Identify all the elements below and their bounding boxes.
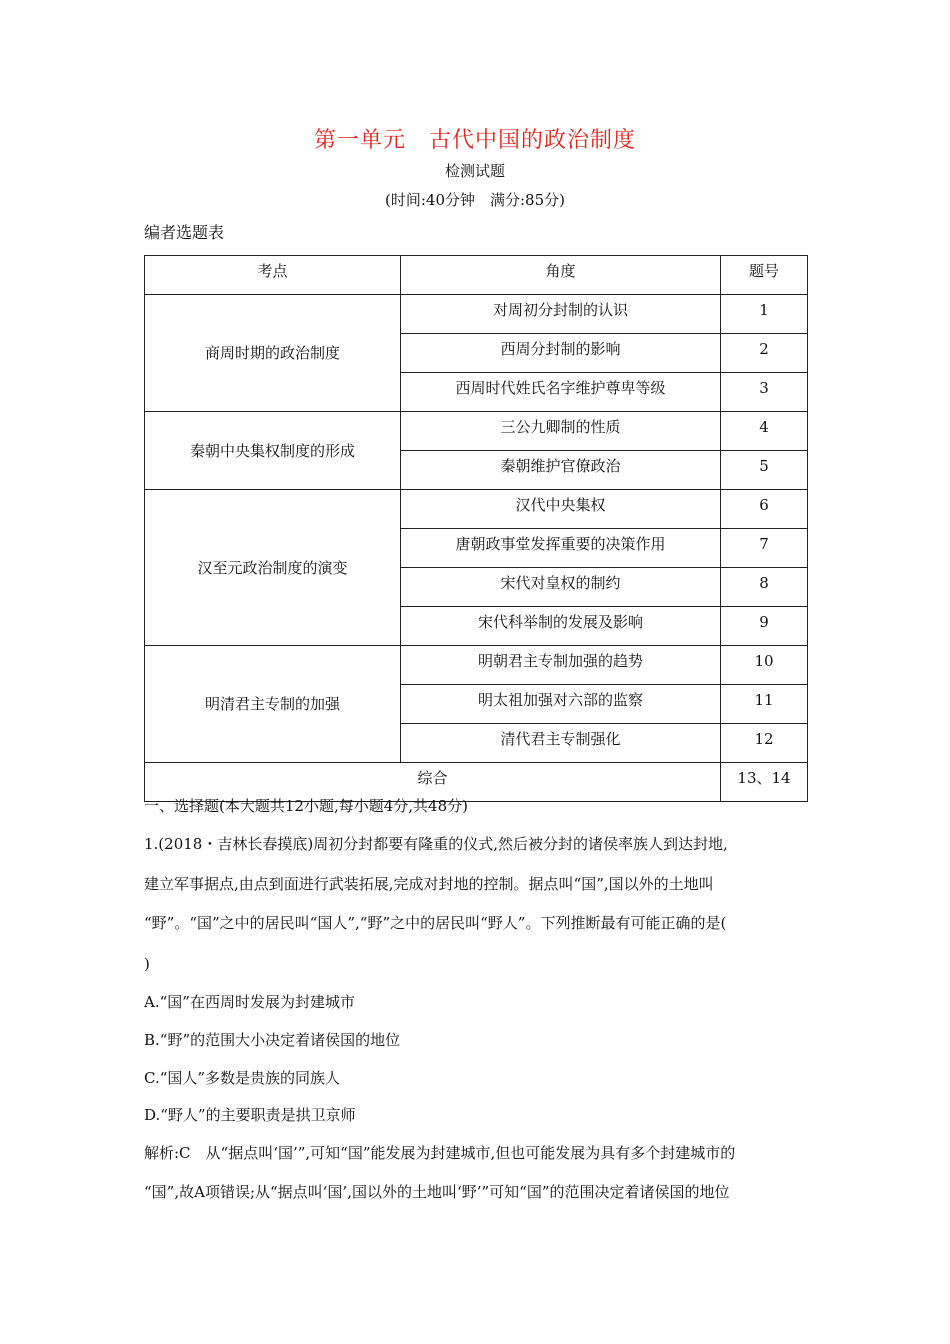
angle-cell: 清代君主专制强化 xyxy=(401,724,721,763)
angle-cell: 西周分封制的影响 xyxy=(401,334,721,373)
number-cell: 1 xyxy=(721,295,808,334)
header-number: 题号 xyxy=(721,256,808,295)
question-1-line-3: “野”。“国”之中的居民叫“国人”,“野”之中的居民叫“野人”。下列推断最有可能正确的是( xyxy=(144,914,727,932)
angle-cell: 西周时代姓氏名字维护尊卑等级 xyxy=(401,373,721,412)
angle-cell: 宋代科举制的发展及影响 xyxy=(401,607,721,646)
topic-cell: 商周时期的政治制度 xyxy=(145,295,401,412)
number-cell: 8 xyxy=(721,568,808,607)
angle-cell: 宋代对皇权的制约 xyxy=(401,568,721,607)
editor-table-label: 编者选题表 xyxy=(144,223,225,242)
header-topic: 考点 xyxy=(145,256,401,295)
question-selection-table xyxy=(144,255,808,802)
number-cell: 12 xyxy=(721,724,808,763)
table-row xyxy=(145,295,808,334)
angle-cell: 对周初分封制的认识 xyxy=(401,295,721,334)
question-1-line-4: ) xyxy=(144,955,150,973)
table-row xyxy=(145,490,808,529)
table-row xyxy=(145,412,808,451)
section-heading: 一、选择题(本大题共12小题,每小题4分,共48分) xyxy=(144,797,468,815)
option-c: C.“国人”多数是贵族的同族人 xyxy=(144,1069,341,1087)
table-header-row xyxy=(145,256,808,295)
number-cell: 4 xyxy=(721,412,808,451)
table-row xyxy=(145,646,808,685)
number-cell: 3 xyxy=(721,373,808,412)
header-angle: 角度 xyxy=(401,256,721,295)
number-cell: 9 xyxy=(721,607,808,646)
summary-label-cell: 综合 xyxy=(145,763,721,802)
number-cell: 11 xyxy=(721,685,808,724)
analysis-line-2: “国”,故A项错误;从“据点叫‘国’,国以外的土地叫‘野’”可知“国”的范围决定着诸侯国的地位 xyxy=(144,1183,730,1201)
number-cell: 6 xyxy=(721,490,808,529)
analysis-line-1: 解析:C 从“据点叫‘国’”,可知“国”能发展为封建城市,但也可能发展为具有多个封建城市的 xyxy=(144,1144,736,1162)
page-subtitle: 检测试题 xyxy=(444,162,505,180)
topic-cell: 明清君主专制的加强 xyxy=(145,646,401,763)
angle-cell: 秦朝维护官僚政治 xyxy=(401,451,721,490)
option-a: A.“国”在西周时发展为封建城市 xyxy=(144,993,355,1011)
number-cell: 5 xyxy=(721,451,808,490)
angle-cell: 汉代中央集权 xyxy=(401,490,721,529)
topic-cell: 秦朝中央集权制度的形成 xyxy=(145,412,401,490)
angle-cell: 明太祖加强对六部的监察 xyxy=(401,685,721,724)
topic-cell: 汉至元政治制度的演变 xyxy=(145,490,401,646)
question-1-line-1: 1.(2018・吉林长春摸底)周初分封都要有隆重的仪式,然后被分封的诸侯率族人到达封地, xyxy=(144,835,728,853)
angle-cell: 明朝君主专制加强的趋势 xyxy=(401,646,721,685)
summary-number-cell: 13、14 xyxy=(721,763,808,802)
number-cell: 2 xyxy=(721,334,808,373)
number-cell: 7 xyxy=(721,529,808,568)
option-d: D.“野人”的主要职责是拱卫京师 xyxy=(144,1106,356,1124)
page-title: 第一单元 古代中国的政治制度 xyxy=(313,128,636,153)
angle-cell: 唐朝政事堂发挥重要的决策作用 xyxy=(401,529,721,568)
question-1-line-2: 建立军事据点,由点到面进行武装拓展,完成对封地的控制。据点叫“国”,国以外的土地叫 xyxy=(144,875,714,893)
time-and-score-info: (时间:40分钟 满分:85分) xyxy=(385,191,565,209)
angle-cell: 三公九卿制的性质 xyxy=(401,412,721,451)
number-cell: 10 xyxy=(721,646,808,685)
option-b: B.“野”的范围大小决定着诸侯国的地位 xyxy=(144,1031,401,1049)
